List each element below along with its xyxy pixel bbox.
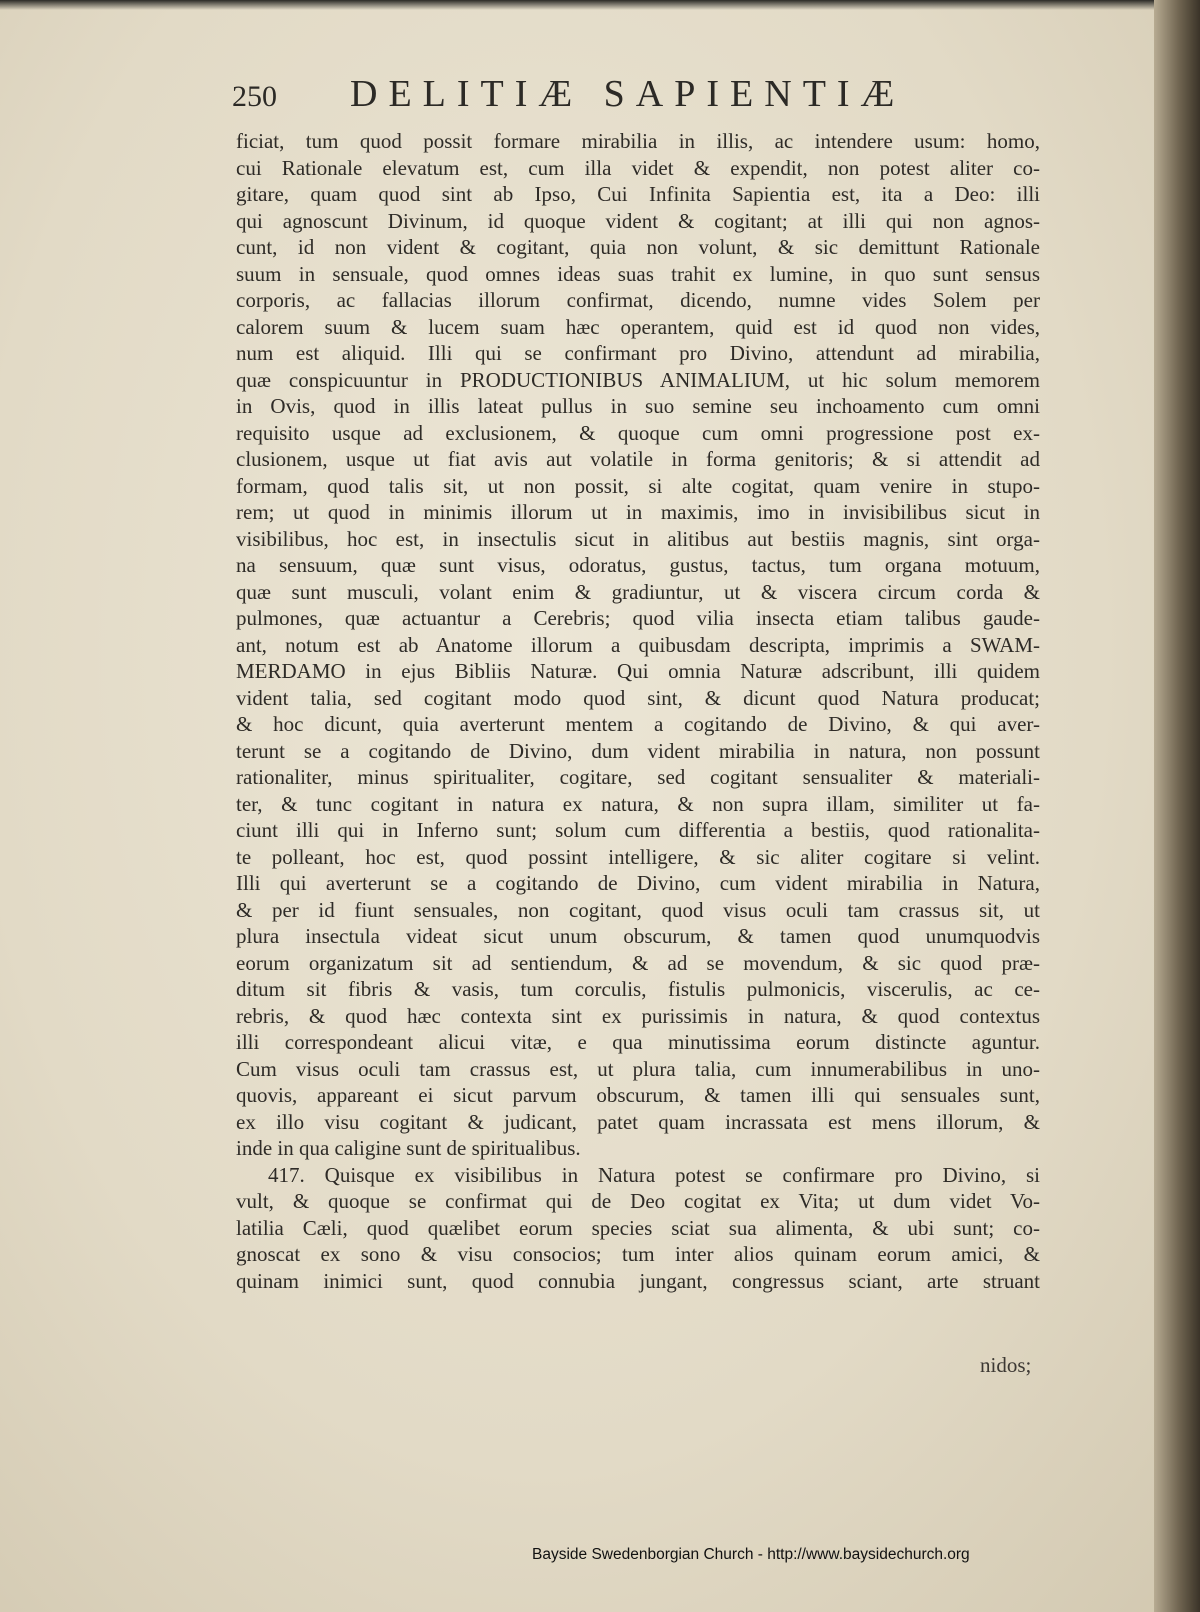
text-line: pulmones, quæ actuantur a Cerebris; quod vilia insecta etiam talibus gaude-	[236, 606, 1040, 630]
text-line: vident talia, sed cogitant modo quod sint, & dicunt quod Natura producat;	[236, 685, 1040, 710]
text-line: 417. Quisque ex visibilibus in Natura potest se confirmare pro Divino, si	[268, 1162, 1040, 1187]
body-text	[236, 128, 1040, 1294]
text-line: vult, & quoque se confirmat qui de Deo cogitat ex Vita; ut dum videt Vo-	[236, 1189, 1040, 1213]
text-line: ex illo visu cogitant & judicant, patet quam incrassata est mens illorum, &	[236, 1109, 1040, 1134]
text-line: Cum visus oculi tam crassus est, ut plura talia, cum innumerabilibus in uno-	[236, 1056, 1040, 1081]
text-line: clusionem, usque ut fiat avis aut volatile in forma genitoris; & si attendit ad	[236, 447, 1040, 471]
text-line: MERDAMO in ejus Bibliis Naturæ. Qui omnia Naturæ adscribunt, illi quidem	[236, 659, 1040, 683]
running-title: DELITIÆ SAPIENTIÆ	[350, 73, 906, 115]
text-line: ditum sit fibris & vasis, tum corculis, fistulis pulmonicis, viscerulis, ac ce-	[236, 977, 1040, 1001]
text-line: ciunt illi qui in Inferno sunt; solum cum differentia a bestiis, quod rationalita-	[236, 818, 1040, 842]
text-line: quinam inimici sunt, quod connubia jungant, congressus sciant, arte struant	[236, 1268, 1040, 1293]
text-line: rem; ut quod in minimis illorum ut in maximis, imo in invisibilibus sicut in	[236, 500, 1040, 524]
catchword: nidos;	[980, 1353, 1032, 1377]
text-line: Illi qui averterunt se a cogitando de Divino, cum vident mirabilia in Natura,	[236, 871, 1040, 895]
footer-credit: Bayside Swedenborgian Church - http://www.baysidechurch.org	[532, 1546, 970, 1563]
text-line: rebris, & quod hæc contexta sint ex purissimis in natura, & quod contextus	[236, 1003, 1040, 1028]
text-line: illi correspondeant alicui vitæ, e qua minutissima eorum distincte aguntur.	[236, 1030, 1040, 1054]
book-gutter	[1154, 0, 1200, 1612]
text-line: & hoc dicunt, quia averterunt mentem a cogitando de Divino, & qui aver-	[236, 712, 1040, 736]
text-line: quæ sunt musculi, volant enim & gradiuntur, ut & viscera circum corda &	[236, 579, 1040, 604]
text-line: plura insectula videat sicut unum obscurum, & tamen quod unumquodvis	[236, 924, 1040, 948]
text-line: ant, notum est ab Anatome illorum a quibusdam descripta, imprimis a SWAM-	[236, 632, 1040, 657]
text-line: te polleant, hoc est, quod possint intelligere, & sic aliter cogitare si velint.	[236, 844, 1040, 869]
text-line: num est aliquid. Illi qui se confirmant pro Divino, attendunt ad mirabilia,	[236, 341, 1040, 365]
text-line: corporis, ac fallacias illorum confirmat, dicendo, numne vides Solem per	[236, 288, 1040, 312]
page-number: 250	[232, 80, 277, 113]
text-line: rationaliter, minus spiritualiter, cogitare, sed cogitant sensualiter & materiali-	[236, 765, 1040, 789]
text-line: requisito usque ad exclusionem, & quoque cum omni progressione post ex-	[236, 420, 1040, 445]
text-line: calorem suum & lucem suam hæc operantem, quid est id quod non vides,	[236, 314, 1040, 339]
page-header	[232, 68, 1032, 118]
text-line: & per id fiunt sensuales, non cogitant, quod visus oculi tam crassus sit, ut	[236, 897, 1040, 922]
page-top-edge	[0, 0, 1200, 10]
text-line: qui agnoscunt Divinum, id quoque vident & cogitant; at illi qui non agnos-	[236, 208, 1040, 233]
text-line: gitare, quam quod sint ab Ipso, Cui Infinita Sapientia est, ita a Deo: illi	[236, 182, 1040, 206]
text-line: inde in qua caligine sunt de spiritualibus.	[236, 1136, 581, 1160]
text-line: latilia Cæli, quod quælibet eorum species sciat sua alimenta, & ubi sunt; co-	[236, 1215, 1040, 1240]
text-line: in Ovis, quod in illis lateat pullus in suo semine seu inchoamento cum omni	[236, 394, 1040, 418]
text-line: ter, & tunc cogitant in natura ex natura, & non supra illam, similiter ut fa-	[236, 791, 1040, 816]
text-line: terunt se a cogitando de Divino, dum vident mirabilia in natura, non possunt	[236, 738, 1040, 763]
text-line: na sensuum, quæ sunt visus, odoratus, gustus, tactus, tum organa motuum,	[236, 553, 1040, 577]
text-line: formam, quod talis sit, ut non possit, si alte cogitat, quam venire in stupo-	[236, 473, 1040, 498]
text-line: suum in sensuale, quod omnes ideas suas trahit ex lumine, in quo sunt sensus	[236, 261, 1040, 286]
text-line: quovis, appareant ei sicut parvum obscurum, & tamen illi qui sensuales sunt,	[236, 1083, 1040, 1107]
text-line: gnoscat ex sono & visu consocios; tum inter alios quinam eorum amici, &	[236, 1242, 1040, 1266]
text-line: eorum organizatum sit ad sentiendum, & ad se movendum, & sic quod præ-	[236, 950, 1040, 975]
text-line: quæ conspicuuntur in PRODUCTIONIBUS ANIMALIUM, ut hic solum memorem	[236, 367, 1040, 392]
text-line: ficiat, tum quod possit formare mirabilia in illis, ac intendere usum: homo,	[236, 129, 1040, 153]
text-line: visibilibus, hoc est, in insectulis sicut in alitibus aut bestiis magnis, sint orga-	[236, 526, 1040, 551]
text-line: cui Rationale elevatum est, cum illa videt & expendit, non potest aliter co-	[236, 155, 1040, 180]
text-line: cunt, id non vident & cogitant, quia non volunt, & sic demittunt Rationale	[236, 235, 1040, 259]
